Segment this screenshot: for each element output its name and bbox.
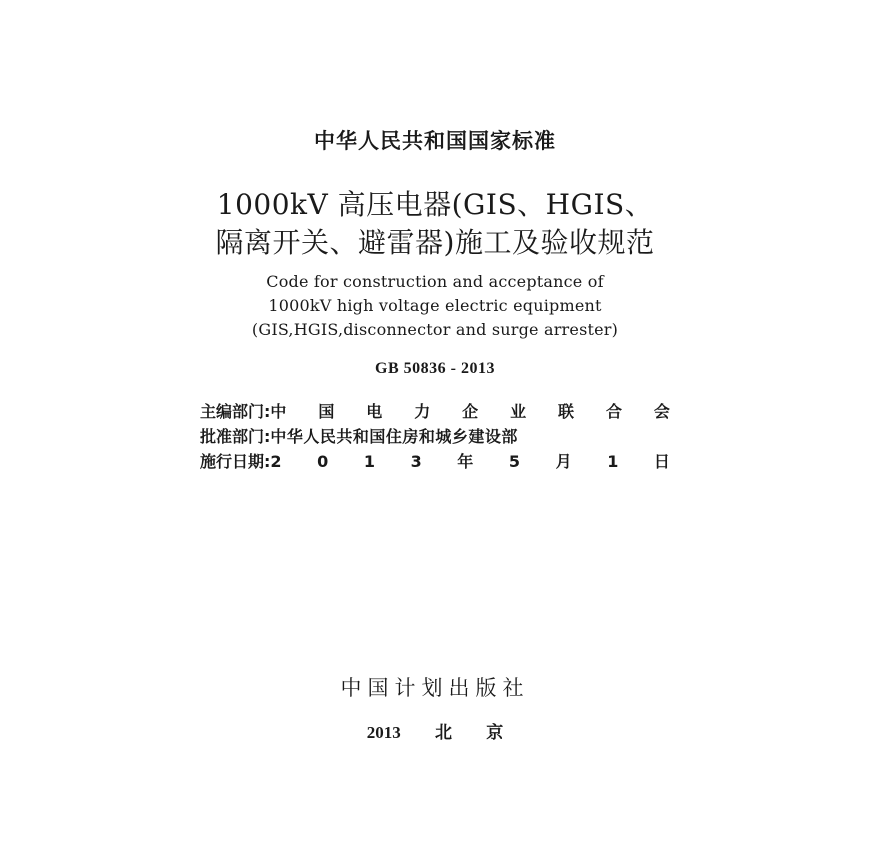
editor-char: 国 — [318, 402, 335, 421]
editor-department-row — [200, 401, 670, 423]
editor-char: 电 — [366, 402, 383, 421]
effective-date-char: 日 — [653, 452, 670, 471]
approver-department-value: 中华人民共和国住房和城乡建设部 — [270, 427, 518, 446]
editor-char: 合 — [605, 402, 622, 421]
title-chinese-line-1: 1000kV 高压电器(GIS、HGIS、 — [216, 188, 654, 221]
title-english-line-2: 1000kV high voltage electric equipment — [268, 296, 602, 315]
effective-date-char: 0 — [317, 452, 329, 471]
editor-char: 联 — [558, 402, 575, 421]
effective-date-char: 5 — [508, 452, 521, 471]
editor-char: 会 — [653, 402, 670, 421]
editor-department-label: 主编部门: — [200, 402, 271, 421]
national-standard-heading: 中华人民共和国国家标准 — [314, 129, 556, 153]
title-english-line-3: (GIS,HGIS,disconnector and surge arrester) — [251, 320, 619, 339]
effective-date-row — [200, 451, 670, 473]
editor-department-value — [270, 401, 670, 423]
effective-date-char: 月 — [555, 452, 572, 471]
effective-date-value — [270, 451, 670, 473]
effective-date-char: 年 — [457, 452, 474, 471]
effective-date-char: 2 — [270, 452, 282, 471]
publisher-name: 中国计划出版社 — [340, 676, 530, 700]
publication-year-place: 2013 北 京 — [366, 723, 504, 742]
effective-date-char: 1 — [363, 452, 375, 471]
effective-date-label: 施行日期: — [200, 452, 271, 471]
title-english-line-1: Code for construction and acceptance of — [266, 272, 604, 291]
editor-char: 力 — [414, 402, 431, 421]
effective-date-char: 3 — [410, 452, 422, 471]
effective-date-char: 1 — [607, 452, 619, 471]
approver-department-label: 批准部门: — [200, 427, 271, 446]
approver-department-row — [200, 426, 670, 448]
editor-char: 中 — [270, 402, 287, 421]
editor-char: 企 — [462, 402, 479, 421]
editor-char: 业 — [510, 402, 527, 421]
standard-code: GB 50836 - 2013 — [375, 360, 495, 377]
title-chinese-line-2: 隔离开关、避雷器)施工及验收规范 — [215, 226, 655, 259]
